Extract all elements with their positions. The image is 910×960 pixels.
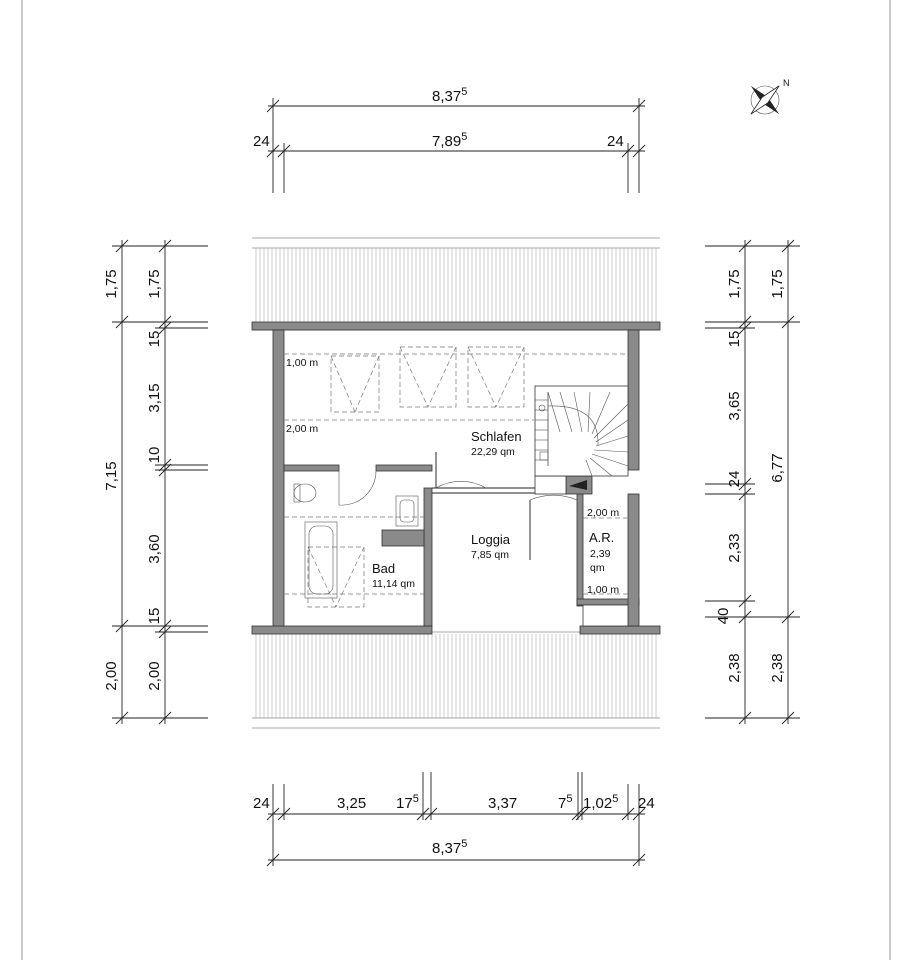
dim-top-right-wall: 24 — [607, 133, 624, 150]
top-dimensions — [253, 86, 645, 193]
room-schlafen-area: 22,29 qm — [471, 446, 515, 458]
dim-bottom-total: 8,37$^5$ — [432, 838, 468, 857]
right-dimensions — [705, 240, 800, 724]
dim-left-inner-2: 3,15 — [146, 383, 163, 413]
dim-right-outer-2: 2,38 — [769, 653, 786, 683]
dim-bottom-24-left: 24 — [253, 795, 270, 812]
room-bad-area: 11,14 qm — [372, 578, 415, 590]
room-schlafen-name: Schlafen — [471, 429, 522, 444]
dim-right-inner-5: 40 — [715, 607, 732, 625]
room-bad-name: Bad — [372, 561, 396, 576]
room-loggia-name: Loggia — [471, 532, 511, 547]
dim-right-inner-0: 1,75 — [726, 269, 743, 299]
dim-right-outer-1: 6,77 — [769, 453, 786, 483]
dim-right-inner-2: 3,65 — [726, 391, 743, 421]
dim-right-inner-1: 15 — [726, 330, 743, 348]
room-ar-area-num: 2,39 — [590, 548, 611, 560]
dim-top-inner: 7,89$^5$ — [432, 131, 468, 150]
dim-right-inner-4: 2,33 — [726, 533, 743, 563]
dim-right-inner-6: 2,38 — [726, 653, 743, 683]
compass-rose-icon — [748, 78, 789, 117]
dim-left-outer-1: 7,15 — [103, 461, 120, 491]
compass-north-label: N — [783, 78, 790, 88]
dim-bottom-1025: 1,02$^5$ — [583, 793, 619, 812]
dim-left-inner-5: 15 — [146, 607, 163, 625]
height-mark-ar-100: 1,00 m — [587, 584, 620, 596]
dim-left-inner-6: 2,00 — [146, 661, 163, 691]
dim-bottom-75: $7^5$ — [558, 793, 573, 812]
height-mark-schlafen-100: 1,00 m — [286, 357, 319, 369]
roof-hatch-top — [252, 238, 660, 330]
dim-bottom-175: $17^5$ — [396, 793, 419, 812]
dim-bottom-24-right: 24 — [638, 795, 655, 812]
dim-left-inner-0: 1,75 — [146, 269, 163, 299]
room-loggia-area: 7,85 qm — [471, 549, 509, 561]
dim-bottom-337: 3,37 — [488, 795, 518, 812]
dim-left-outer-2: 2,00 — [103, 661, 120, 691]
height-mark-schlafen-200: 2,00 m — [286, 423, 319, 435]
dim-left-inner-1: 15 — [146, 330, 163, 348]
room-ar-name: A.R. — [589, 530, 615, 545]
bottom-dimensions — [253, 772, 655, 866]
dim-left-inner-4: 3,60 — [146, 534, 163, 564]
dim-bottom-325: 3,25 — [337, 795, 367, 812]
dim-left-inner-3: 10 — [146, 446, 163, 464]
staircase — [535, 386, 628, 490]
dim-top-left-wall: 24 — [253, 133, 270, 150]
dim-top-total: 8,37$^5$ — [432, 86, 468, 105]
skylights — [308, 347, 524, 607]
roof-hatch-bottom — [252, 632, 660, 728]
left-dimensions — [103, 240, 208, 724]
dim-right-outer-0: 1,75 — [769, 269, 786, 299]
dim-left-outer-0: 1,75 — [103, 269, 120, 299]
dim-right-inner-3: 24 — [726, 470, 743, 488]
height-mark-ar-200: 2,00 m — [587, 507, 620, 519]
room-ar-area-unit: qm — [590, 562, 605, 574]
